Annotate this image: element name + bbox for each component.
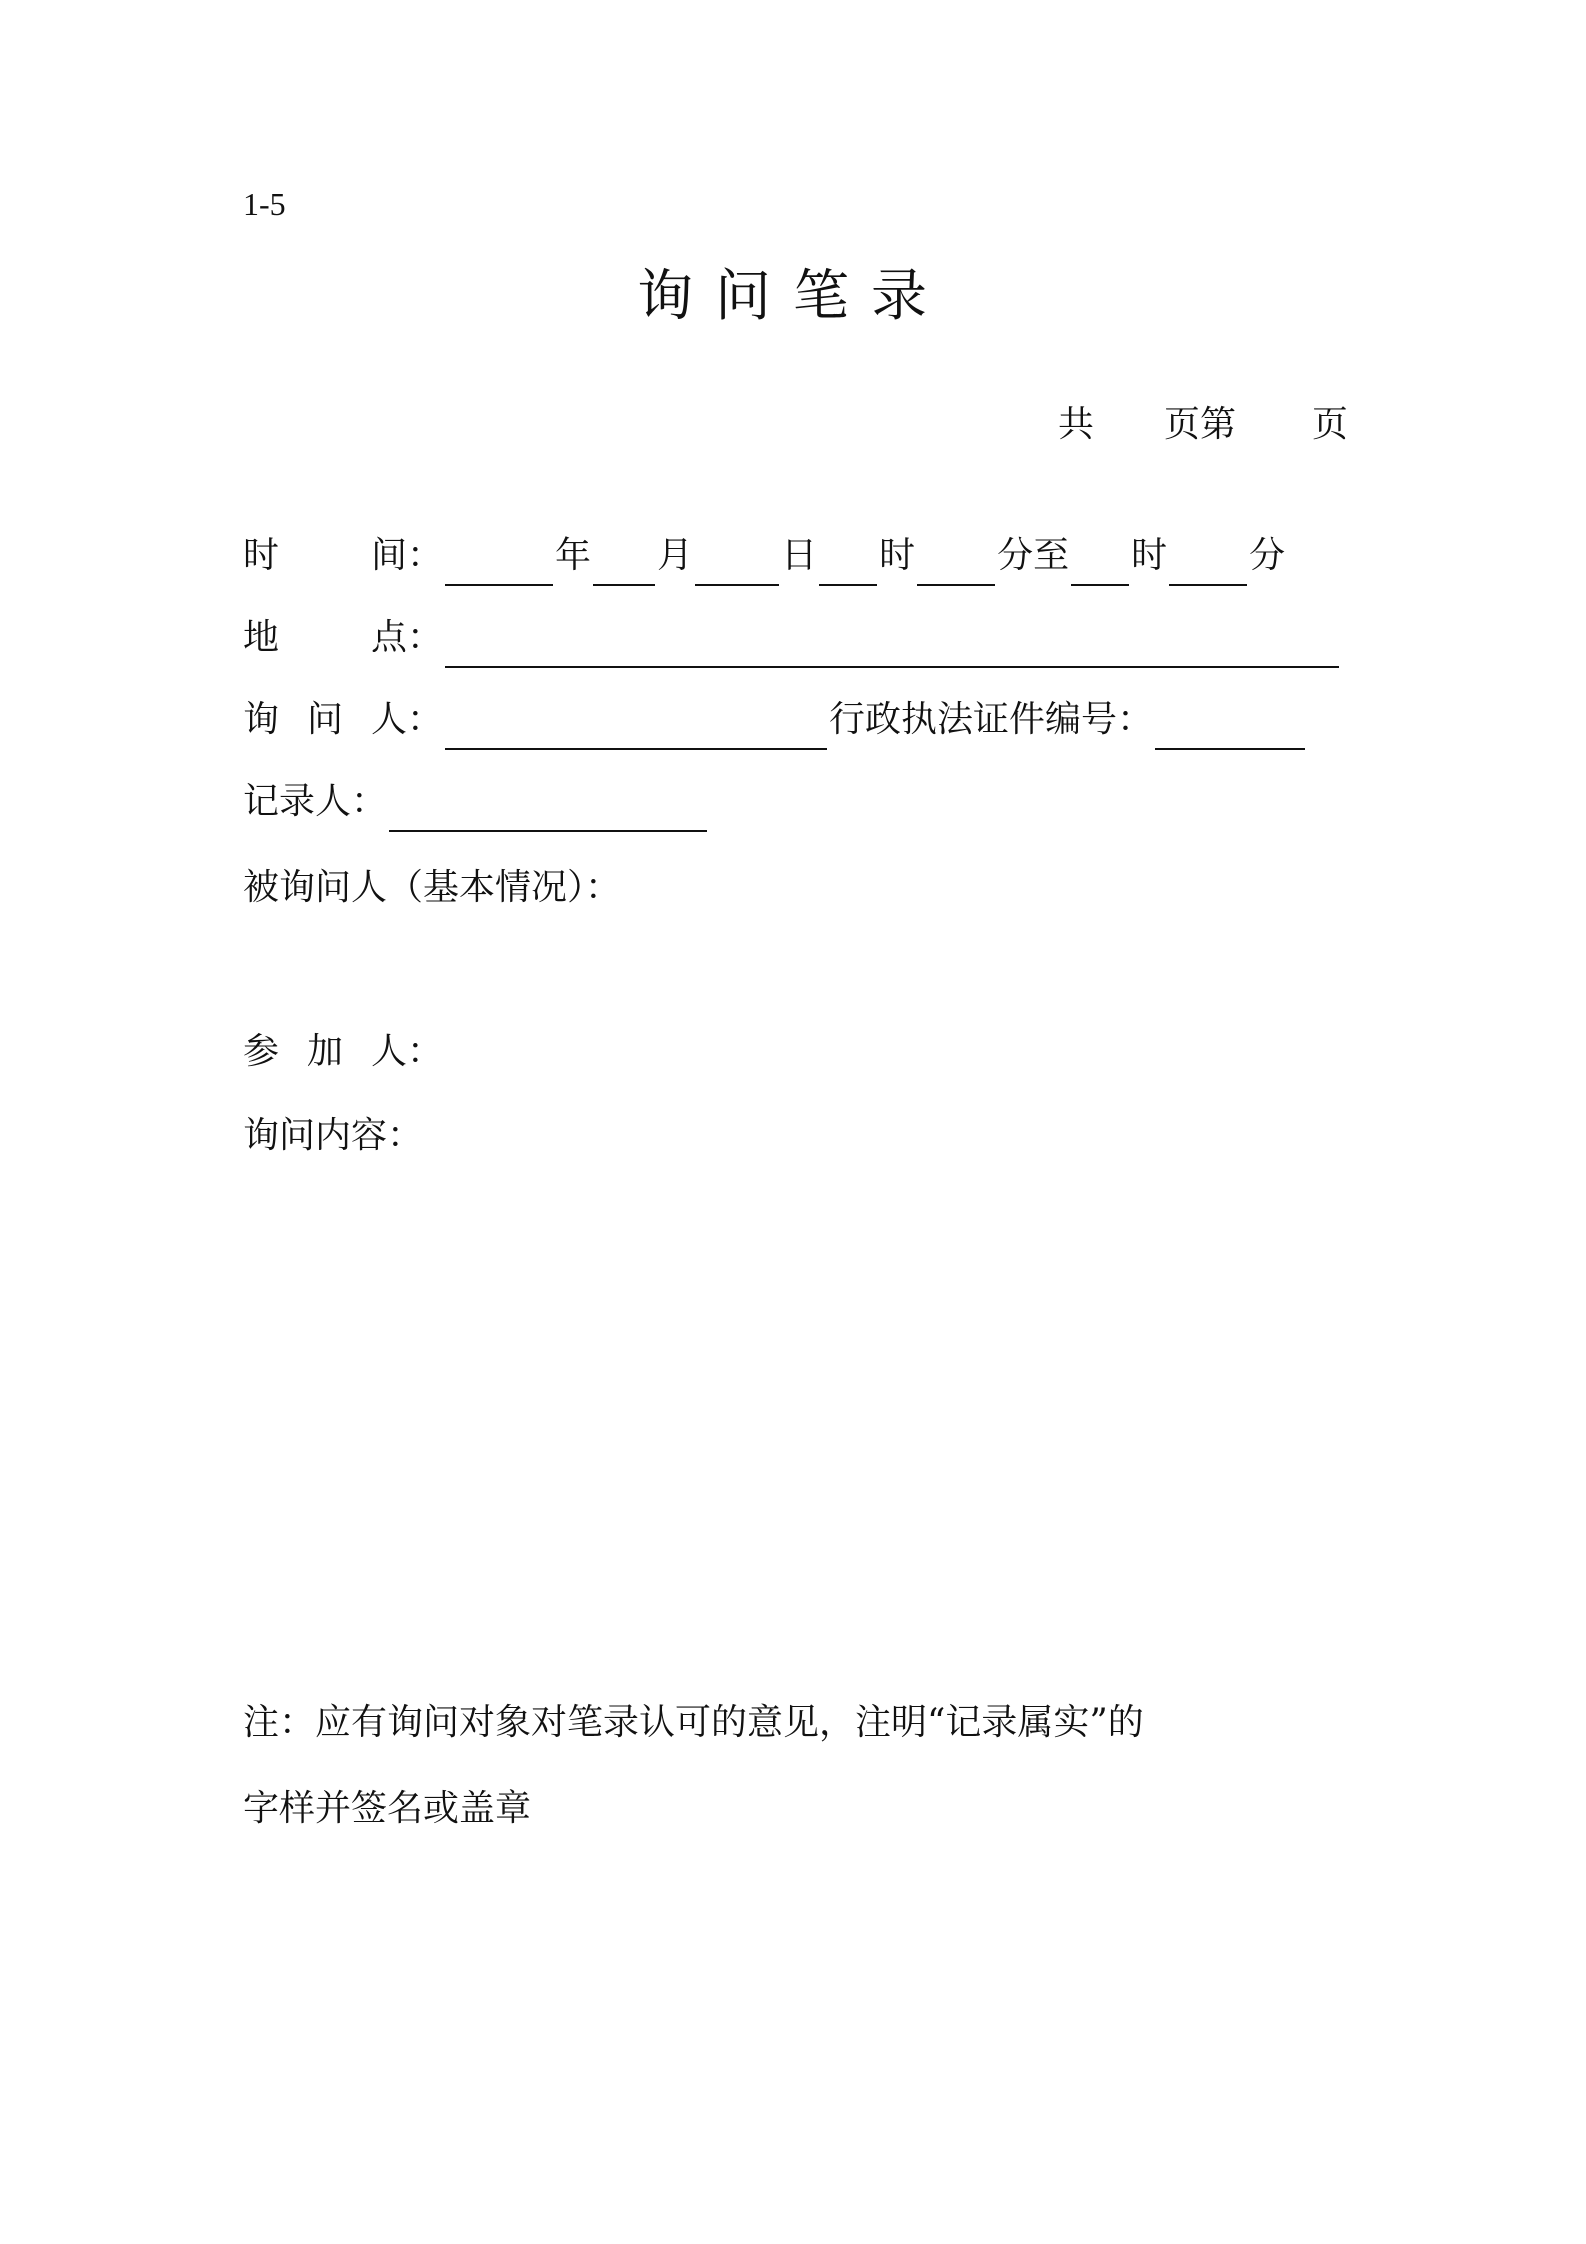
time-row: [243, 526, 1285, 586]
time-label-b: 间：: [371, 535, 444, 576]
participant-label-c: 人：: [371, 1031, 444, 1072]
content-row: [243, 1106, 423, 1166]
form-number: 1-5: [243, 186, 286, 222]
participant-label-a: 参: [243, 1031, 280, 1072]
month-label: 月: [657, 535, 694, 576]
page-count-suffix-label: 页: [1312, 404, 1349, 445]
place-field[interactable]: [445, 624, 1339, 668]
year-label: 年: [555, 535, 592, 576]
inquirer-label-a: 询: [243, 699, 280, 740]
recorder-row: [243, 772, 709, 832]
day-label: 日: [781, 535, 818, 576]
day-field[interactable]: [695, 542, 779, 586]
note-line-1: 注：应有询问对象对笔录认可的意见，注明“记录属实”的: [243, 1702, 1144, 1743]
inquiree-label: 被询问人（基本情况）：: [243, 867, 622, 908]
inquirer-row: [243, 690, 1307, 750]
recorder-label: 记录人：: [243, 781, 388, 822]
minute-to-label: 分至: [997, 535, 1070, 576]
content-label: 询问内容：: [243, 1115, 424, 1156]
hour-label: 时: [879, 535, 916, 576]
recorder-field[interactable]: [389, 788, 707, 832]
end-minute-label: 分: [1249, 535, 1286, 576]
place-row: [243, 608, 1341, 668]
page-count-middle-label: 页第: [1164, 404, 1237, 445]
inquirer-label-b: 问: [307, 699, 344, 740]
page-count-total-label: 共: [1058, 404, 1095, 445]
minute-field[interactable]: [917, 542, 995, 586]
cert-number-field[interactable]: [1155, 706, 1305, 750]
cert-number-label: 行政执法证件编号: [829, 699, 1118, 740]
cert-number-colon: ：: [1117, 699, 1154, 740]
end-minute-field[interactable]: [1169, 542, 1247, 586]
year-field[interactable]: [445, 542, 553, 586]
inquiree-row: [243, 858, 621, 918]
month-field[interactable]: [593, 542, 655, 586]
place-label-b: 点：: [371, 617, 444, 658]
time-label-a: 时: [243, 535, 280, 576]
place-label-a: 地: [243, 617, 280, 658]
note-line-2: 字样并签名或盖章: [243, 1788, 532, 1829]
inquirer-field[interactable]: [445, 706, 827, 750]
inquirer-label-c: 人：: [371, 699, 444, 740]
participant-label-b: 加: [307, 1031, 344, 1072]
end-hour-field[interactable]: [1071, 542, 1129, 586]
participant-row: [243, 1022, 443, 1082]
page-title: 询问笔录: [637, 264, 949, 329]
hour-field[interactable]: [819, 542, 877, 586]
end-hour-label: 时: [1131, 535, 1168, 576]
